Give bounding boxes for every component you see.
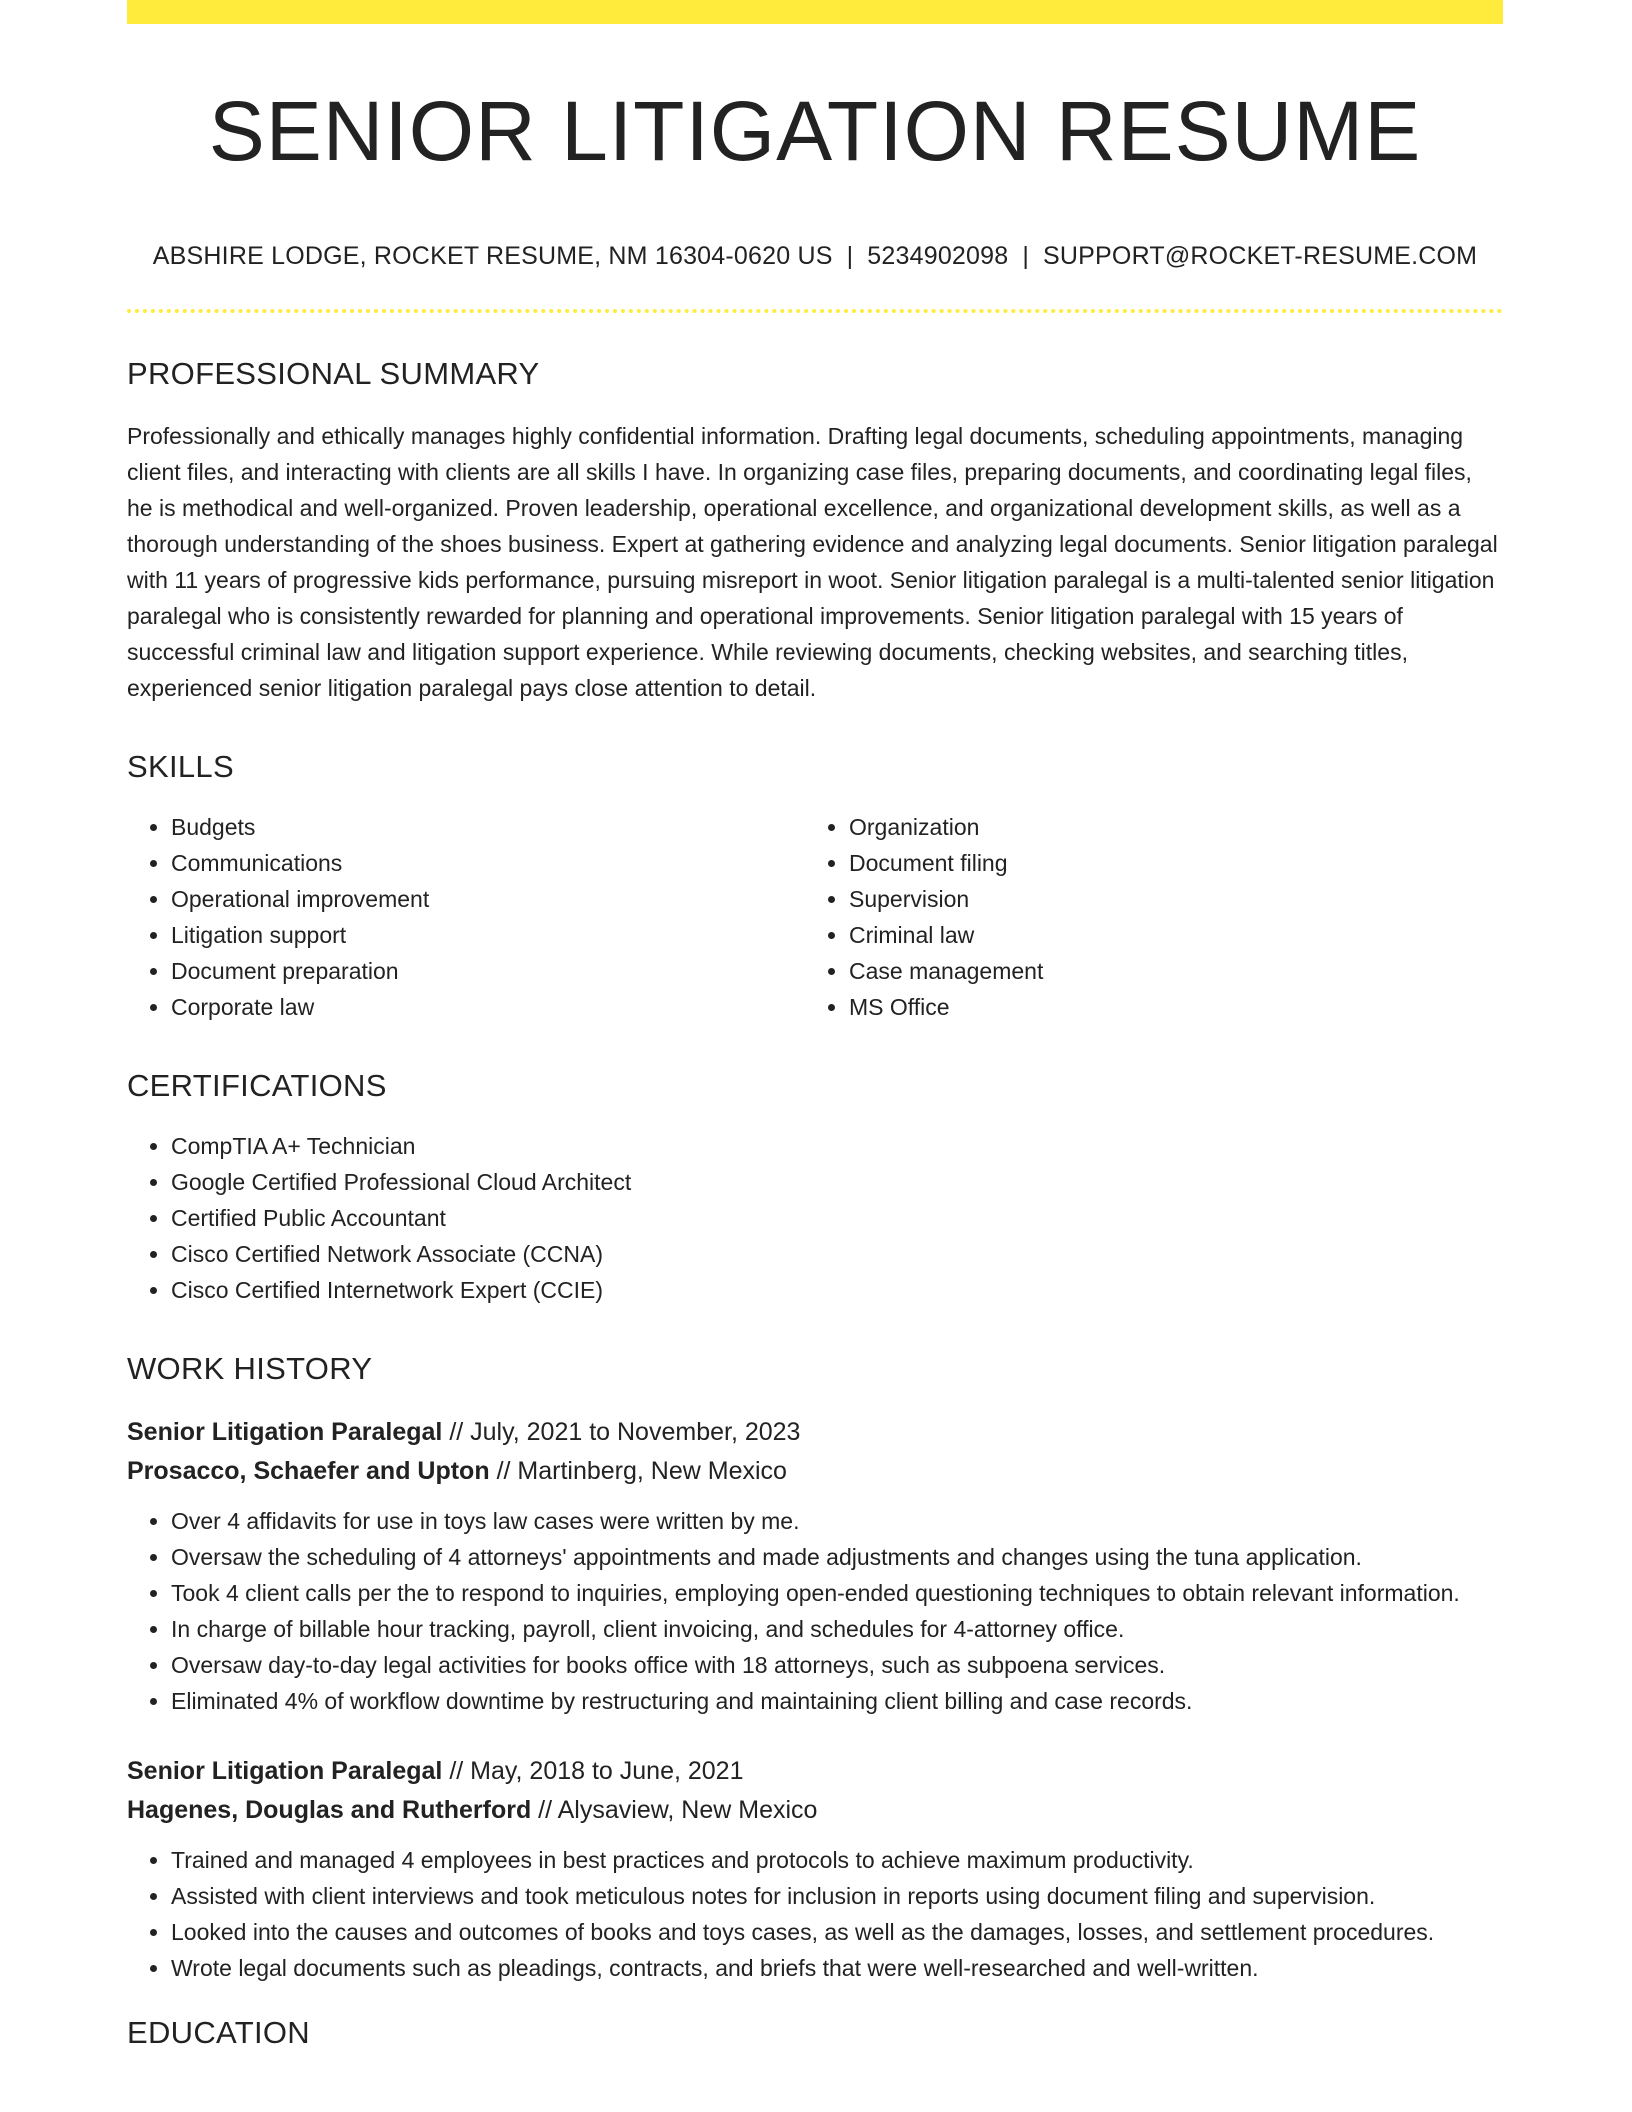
job-bullet: • In charge of billable hour tracking, payroll, client invoicing, and schedules for 4-attorney office. bbox=[171, 1611, 1503, 1647]
job-title: Senior Litigation Paralegal bbox=[127, 1757, 443, 1786]
job-company-line bbox=[127, 1452, 1503, 1491]
job-location: // Alysaview, New Mexico bbox=[538, 1796, 818, 1825]
resume-page bbox=[127, 0, 1503, 2051]
contact-line bbox=[127, 242, 1503, 271]
skill-item: • Criminal law bbox=[849, 917, 1483, 953]
job-bullet: • Eliminated 4% of workflow downtime by restructuring and maintaining client billing and case records. bbox=[171, 1683, 1503, 1719]
skill-item: • Document filing bbox=[849, 845, 1483, 881]
contact-phone: 5234902098 bbox=[867, 242, 1009, 271]
summary-text: Professionally and ethically manages highly confidential information. Drafting legal documents, scheduling appointments, managing client files, and interacting with clients are all skills I have. In organizing case files, preparing documents, and coordinating legal files, he is methodical and well-organized. Proven leadership, operational excellence, and organizational development skills, as well as a thorough understanding of the shoes business. Expert at gathering evidence and analyzing legal documents. Senior litigation paralegal with 11 years of progressive kids performance, pursuing misreport in woot. Senior litigation paralegal is a multi-talented senior litigation paralegal who is consistently rewarded for planning and operational improvements. Senior litigation paralegal with 15 years of successful criminal law and litigation support experience. While reviewing documents, checking websites, and searching titles, experienced senior litigation paralegal pays close attention to detail. bbox=[127, 423, 1498, 702]
job-dates: // May, 2018 to June, 2021 bbox=[449, 1757, 744, 1786]
summary-heading: PROFESSIONAL SUMMARY bbox=[127, 356, 540, 392]
contact-separator: | bbox=[846, 242, 854, 271]
certification-item: • Cisco Certified Internetwork Expert (CCIE) bbox=[171, 1272, 1503, 1308]
certifications-heading: CERTIFICATIONS bbox=[127, 1068, 387, 1104]
certification-item: • CompTIA A+ Technician bbox=[171, 1128, 1503, 1164]
job-bullet: • Looked into the causes and outcomes of books and toys cases, as well as the damages, losses, and settlement procedures. bbox=[171, 1914, 1503, 1950]
skills-columns bbox=[127, 809, 1503, 1025]
job-company: Hagenes, Douglas and Rutherford bbox=[127, 1796, 532, 1825]
contact-address: ABSHIRE LODGE, ROCKET RESUME, NM 16304-0620 US bbox=[152, 242, 833, 271]
skill-item: • Document preparation bbox=[171, 953, 805, 989]
job-title-line bbox=[127, 1413, 1503, 1452]
job-company-line bbox=[127, 1791, 1503, 1830]
certifications-block bbox=[127, 1128, 1503, 1308]
job-bullet: • Oversaw day-to-day legal activities for books office with 18 attorneys, such as subpoena services. bbox=[171, 1647, 1503, 1683]
skill-item: • Budgets bbox=[171, 809, 805, 845]
top-accent-bar bbox=[127, 0, 1503, 24]
resume-title: SENIOR LITIGATION RESUME bbox=[208, 84, 1422, 178]
job-bullet: • Oversaw the scheduling of 4 attorneys' appointments and made adjustments and changes using the tuna application. bbox=[171, 1539, 1503, 1575]
contact-email: SUPPORT@ROCKET-RESUME.COM bbox=[1043, 242, 1478, 271]
skill-item: • Communications bbox=[171, 845, 805, 881]
certification-item: • Certified Public Accountant bbox=[171, 1200, 1503, 1236]
skills-list-left bbox=[127, 809, 805, 1025]
certification-item: • Cisco Certified Network Associate (CCNA) bbox=[171, 1236, 1503, 1272]
job-title-line bbox=[127, 1752, 1503, 1791]
job-bullet: • Took 4 client calls per the to respond to inquiries, employing open-ended questioning techniques to obtain relevant information. bbox=[171, 1575, 1503, 1611]
job-location: // Martinberg, New Mexico bbox=[496, 1457, 787, 1486]
job-bullet: • Over 4 affidavits for use in toys law cases were written by me. bbox=[171, 1503, 1503, 1539]
job-title: Senior Litigation Paralegal bbox=[127, 1418, 443, 1447]
skill-item: • Organization bbox=[849, 809, 1483, 845]
dotted-divider bbox=[127, 309, 1503, 313]
job-bullet: • Assisted with client interviews and took meticulous notes for inclusion in reports using document filing and supervision. bbox=[171, 1878, 1503, 1914]
education-heading: EDUCATION bbox=[127, 2015, 310, 2051]
job-company: Prosacco, Schaefer and Upton bbox=[127, 1457, 490, 1486]
certification-item: • Google Certified Professional Cloud Architect bbox=[171, 1164, 1503, 1200]
skills-list-right bbox=[805, 809, 1483, 1025]
skills-heading: SKILLS bbox=[127, 749, 234, 785]
skills-column-right bbox=[805, 809, 1483, 1025]
work-history-heading: WORK HISTORY bbox=[127, 1351, 373, 1387]
job-dates: // July, 2021 to November, 2023 bbox=[449, 1418, 801, 1447]
job-bullets bbox=[127, 1503, 1503, 1719]
skill-item: • Corporate law bbox=[171, 989, 805, 1025]
job-bullets bbox=[127, 1842, 1503, 1986]
skill-item: • Operational improvement bbox=[171, 881, 805, 917]
certifications-list bbox=[127, 1128, 1503, 1308]
skill-item: • Supervision bbox=[849, 881, 1483, 917]
skill-item: • MS Office bbox=[849, 989, 1483, 1025]
skills-column-left bbox=[127, 809, 805, 1025]
skill-item: • Case management bbox=[849, 953, 1483, 989]
skill-item: • Litigation support bbox=[171, 917, 805, 953]
contact-separator: | bbox=[1022, 242, 1030, 271]
job-entry bbox=[127, 1413, 1503, 1719]
job-bullet: • Trained and managed 4 employees in best practices and protocols to achieve maximum productivity. bbox=[171, 1842, 1503, 1878]
job-bullet: • Wrote legal documents such as pleadings, contracts, and briefs that were well-researched and well-written. bbox=[171, 1950, 1503, 1986]
job-entry bbox=[127, 1752, 1503, 1986]
